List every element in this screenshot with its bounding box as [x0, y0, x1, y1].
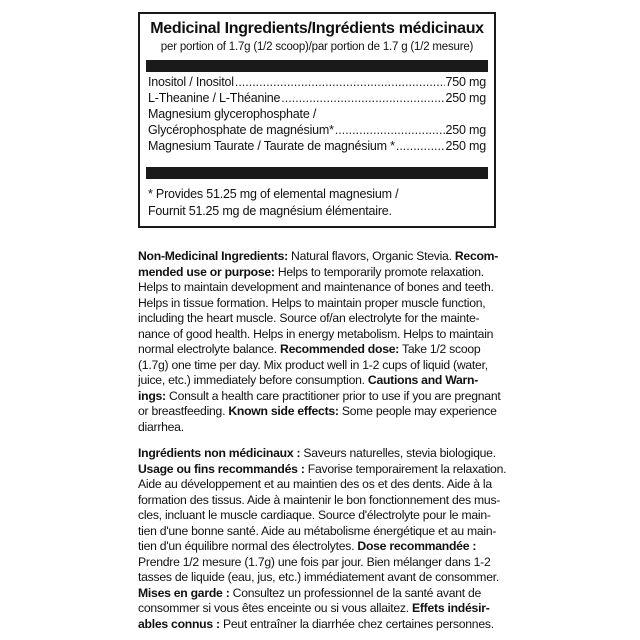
- ingredient-amount: 250 mg: [445, 139, 486, 153]
- english-directions-paragraph: [138, 249, 502, 435]
- bold-heading-segment: ables connus :: [138, 616, 220, 631]
- text-line: [138, 461, 507, 478]
- text-segment: or breastfeeding.: [138, 404, 229, 418]
- text-segment: tien d'une bonne santé. Aide au métabolisme énergétique et au main-: [138, 523, 497, 538]
- text-segment: formation des tissus. Aide à maintenir le bon fonctionnement des mus-: [138, 492, 501, 507]
- text-segment: consommer si vous êtes enceinte ou si vous allaitez.: [138, 601, 412, 615]
- french-directions-paragraph: [138, 446, 507, 632]
- text-line: [138, 477, 502, 493]
- text-line: [138, 249, 502, 265]
- ingredient-row-glycerophosphate: [148, 122, 486, 138]
- ingredient-amount: 250 mg: [445, 123, 486, 137]
- text-line: [138, 311, 502, 327]
- top-divider-bar: [146, 60, 488, 72]
- text-segment: Some people may experience: [338, 404, 497, 418]
- text-segment: cles, incluant le muscle cardiaque. Source d'électrolyte pour le main-: [138, 508, 491, 522]
- text-segment: including the heart muscle. Source of/an electrolyte for the mainte-: [138, 311, 480, 325]
- medicinal-ingredients-panel: [138, 12, 496, 228]
- bold-heading-segment: Recommended dose:: [280, 342, 400, 356]
- text-line: [138, 555, 502, 571]
- bold-heading-segment: Cautions and Warn-: [367, 373, 479, 387]
- text-line: [138, 570, 502, 586]
- text-line: [138, 327, 502, 343]
- bold-heading-segment: Mises en garde :: [138, 585, 230, 600]
- text-line: [138, 265, 502, 281]
- text-line: [138, 404, 502, 420]
- ingredient-row-theanine: [148, 90, 486, 106]
- text-line: [138, 586, 502, 602]
- text-segment: Helps to maintain development and maintenance of bones and teeth.: [138, 280, 494, 294]
- text-segment: Prendre 1/2 mesure (1.7g) une fois par jour. Bien mélanger dans 1-2: [138, 554, 491, 569]
- bottom-divider-bar: [146, 167, 488, 179]
- text-segment: (1.7g) one time per day. Mix product well in 1-2 cups of liquid (water,: [138, 357, 488, 372]
- text-line: [138, 389, 502, 405]
- text-line: [138, 420, 502, 436]
- text-line: [138, 601, 502, 617]
- text-line: [138, 296, 502, 312]
- ingredient-row-inositol: [148, 74, 486, 90]
- text-segment: Consultez un professionnel de la santé avant de: [229, 585, 482, 600]
- text-line: [138, 493, 502, 509]
- text-line: [138, 373, 502, 389]
- text-segment: Helps in tissue formation. Helps to maintain proper muscle function,: [138, 295, 486, 310]
- bold-heading-segment: Non-Medicinal Ingredients:: [138, 249, 288, 263]
- bold-heading-segment: Usage ou fins recommandés :: [138, 461, 305, 476]
- ingredient-label: Glycérophosphate de magnésium*: [148, 123, 334, 137]
- panel-title: Medicinal Ingredients/Ingrédients médicinaux: [150, 20, 484, 37]
- text-segment: Saveurs naturelles, stevia biologique.: [300, 446, 496, 460]
- text-segment: tasses de liquide (eau, jus, etc.) immédiatement avant de consommer.: [138, 570, 499, 584]
- bold-heading-segment: mended use or purpose:: [138, 264, 275, 279]
- text-segment: Peut entraîner la diarrhée chez certaines personnes.: [219, 616, 494, 631]
- text-line: [138, 446, 502, 462]
- leader-dots: [335, 122, 445, 138]
- leader-dots: [396, 138, 445, 154]
- text-line: [138, 508, 502, 524]
- text-segment: nance of good health. Helps in energy metabolism. Helps to maintain: [138, 326, 494, 341]
- text-segment: Take 1/2 scoop: [399, 342, 481, 356]
- text-line: [138, 539, 502, 555]
- text-line: [138, 524, 502, 540]
- ingredient-list: [148, 74, 486, 154]
- text-line: [138, 342, 502, 358]
- ingredient-label: L-Theanine / L-Théanine: [148, 91, 281, 105]
- panel-subtitle: per portion of 1.7g (1/2 scoop)/par portion de 1.7 g (1/2 mesure): [160, 41, 474, 53]
- footnote: [148, 186, 486, 220]
- bold-heading-segment: Recom-: [454, 249, 499, 263]
- text-segment: Helps to temporarily promote relaxation.: [274, 264, 484, 279]
- text-line: [138, 358, 502, 374]
- ingredient-label: Magnesium Taurate / Taurate de magnésium *: [148, 139, 395, 153]
- ingredient-amount: 750 mg: [445, 75, 486, 89]
- text-segment: Aide au développement et au maintien des os et des dents. Aide à la: [138, 477, 492, 491]
- text-segment: tien d'un équilibre normal des électrolytes.: [138, 539, 358, 553]
- ingredient-amount: 250 mg: [445, 91, 486, 105]
- bold-heading-segment: ings:: [138, 388, 166, 403]
- text-line: [138, 280, 502, 296]
- text-segment: Natural flavors, Organic Stevia.: [287, 249, 455, 263]
- ingredient-label: Magnesium glycerophosphate /: [148, 107, 317, 121]
- ingredient-row-taurate: [148, 138, 486, 154]
- ingredient-row-glycerophosphate-line1: [148, 106, 486, 122]
- bold-heading-segment: Ingrédients non médicinaux :: [138, 446, 301, 460]
- bold-heading-segment: Effets indésir-: [411, 601, 490, 615]
- bold-heading-segment: Dose recommandée :: [357, 539, 477, 553]
- footnote-line: Fournit 51.25 mg de magnésium élémentaire.: [148, 204, 392, 218]
- footnote-line: * Provides 51.25 mg of elemental magnesium /: [148, 187, 399, 201]
- text-segment: Consult a health care practitioner prior to use if you are pregnant: [165, 388, 501, 403]
- text-segment: Favorise temporairement la relaxation.: [304, 461, 507, 476]
- text-segment: diarrhea.: [138, 419, 184, 434]
- leader-dots: [281, 90, 444, 106]
- text-segment: normal electrolyte balance.: [138, 342, 281, 356]
- leader-dots: [235, 74, 445, 90]
- ingredient-label: Inositol / Inositol: [148, 75, 234, 89]
- text-segment: juice, etc.) immediately before consumption.: [138, 373, 368, 387]
- text-line: [138, 617, 502, 633]
- bold-heading-segment: Known side effects:: [228, 404, 339, 418]
